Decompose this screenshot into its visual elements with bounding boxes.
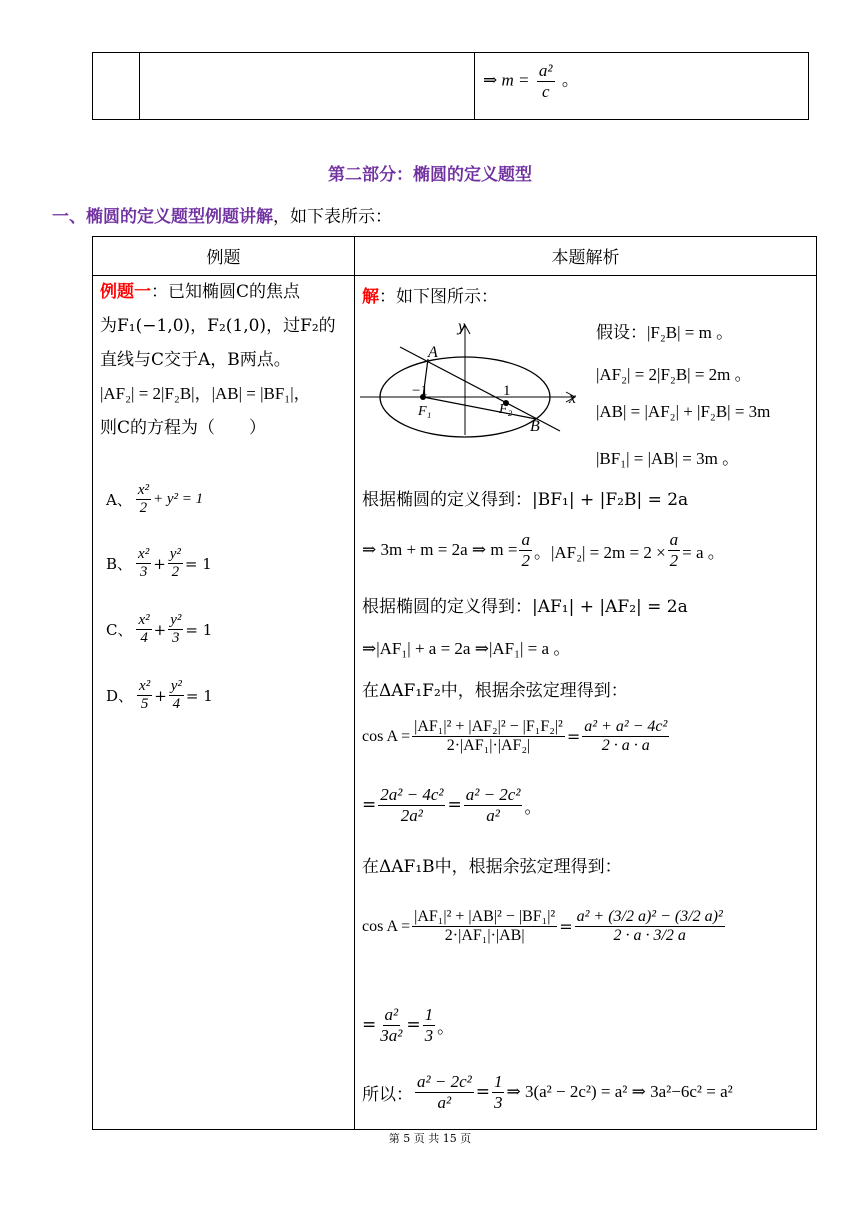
assume-line: 假设：|F₂B| = m 。	[596, 323, 734, 342]
formula-m-equals: ⇒ m = $\frac{\text{a²}}{c}$ 。	[483, 61, 579, 101]
x-label: x	[569, 390, 577, 407]
result-line: = $\frac{\text{a²}}{\text{3a²}}$ = $\frac{1}{3}$ 。	[362, 1005, 455, 1045]
option-b: B、 $\frac{\text{x²}}{3}$ + $\frac{\text{y²}}{2}$ = 1	[106, 546, 212, 581]
table-cell	[140, 53, 475, 119]
top-table-fragment	[92, 52, 809, 120]
ab-line: |AB| = |AF₂| + |F₂B| = 3m	[596, 402, 771, 421]
table-cell	[93, 53, 140, 119]
segment-f1b	[423, 397, 536, 419]
conclusion-line: 所以： $\frac{\text{a² − 2c²}}{\text{a²}}$ = $\frac{1}{3}$ ⇒ 3(a² − 2c²) = a² ⇒ 3a²−6c² = a²	[362, 1072, 733, 1112]
step3-line: ⇒|AF₁| + a = 2a ⇒|AF₁| = a 。	[362, 639, 571, 658]
triangle1-line: 在ΔAF₁F₂中，根据余弦定理得到：	[362, 681, 628, 701]
label-minus-one: −1	[412, 383, 428, 399]
simplify-line: = $\frac{\text{2a² − 4c²}}{\text{2a²}}$ = $\frac{\text{a² − 2c²}}{\text{a²}}$ 。	[362, 785, 542, 825]
option-c: C、 $\frac{\text{x²}}{4}$ + $\frac{\text{y²}}{3}$ = 1	[106, 612, 213, 647]
solution-intro: 解 ：如下图所示：	[362, 287, 498, 307]
header-example: 例题	[206, 248, 241, 268]
ellipse-diagram	[360, 315, 585, 440]
header-analysis: 本题解析	[551, 248, 620, 268]
subheading: 一、椭圆的定义题型例题讲解，如下表所示：	[52, 207, 392, 227]
definition-line-2: 根据椭圆的定义得到：|AF₁| + |AF₂| = 2a	[362, 597, 688, 617]
triangle2-line: 在ΔAF₁B中，根据余弦定理得到：	[362, 857, 622, 877]
label-one: 1	[503, 383, 511, 399]
question-text: 例题一：已知椭圆C的焦点 为F₁(−1,0)，F₂(1,0)，过F₂的 直线与C交于A，B两点。 |AF₂| = 2|F₂B|，|AB| = |BF₁|， 则C的方程为（ ）	[100, 282, 336, 438]
label-a: A	[428, 344, 438, 361]
bf1-line: |BF₁| = |AB| = 3m 。	[596, 449, 740, 468]
af2-line: |AF₂| = 2|F₂B| = 2m 。	[596, 365, 752, 384]
step2-line: ⇒ 3m + m = 2a ⇒ m = $\frac{a}{2}$ 。|AF₂| = 2m = 2 × $\frac{a}{2}$ = a 。	[362, 530, 725, 570]
option-a: A、 $\frac{\text{x²}}{2}$ + y² = 1	[106, 482, 204, 517]
definition-line-1: 根据椭圆的定义得到：|BF₁| + |F₂B| = 2a	[362, 490, 689, 510]
label-f2: F₂	[499, 402, 513, 417]
page-footer: 第 5 页 共 15 页	[388, 1132, 472, 1145]
cosine-formula-1: cos A = $\frac{\text{|AF₁|² + |AF₂|² − |F₁F₂|²}}{\text{2·|AF₁|·|AF₂|}}$ = $\frac{\text{a² + a² − 4c²}}{2 \cdot a \cdot a}$	[362, 718, 668, 755]
cosine-formula-2: cos A = $\frac{\text{|AF₁|² + |AB|² − |BF₁|²}}{\text{2·|AF₁|·|AB|}}$ = $\frac{\text{a² + (3/2 a)² − (3/2 a)²}}{2 \cdot a \cdot 3/2 a}$	[362, 908, 723, 945]
header-divider	[93, 275, 816, 276]
y-label: y	[458, 318, 466, 335]
option-d: D、 $\frac{\text{x²}}{5}$ + $\frac{\text{y²}}{4}$ = 1	[106, 678, 213, 713]
column-divider	[354, 237, 355, 1129]
label-f1: F₁	[418, 404, 432, 419]
label-b: B	[530, 418, 540, 435]
section-title: 第二部分：椭圆的定义题型	[328, 165, 532, 185]
